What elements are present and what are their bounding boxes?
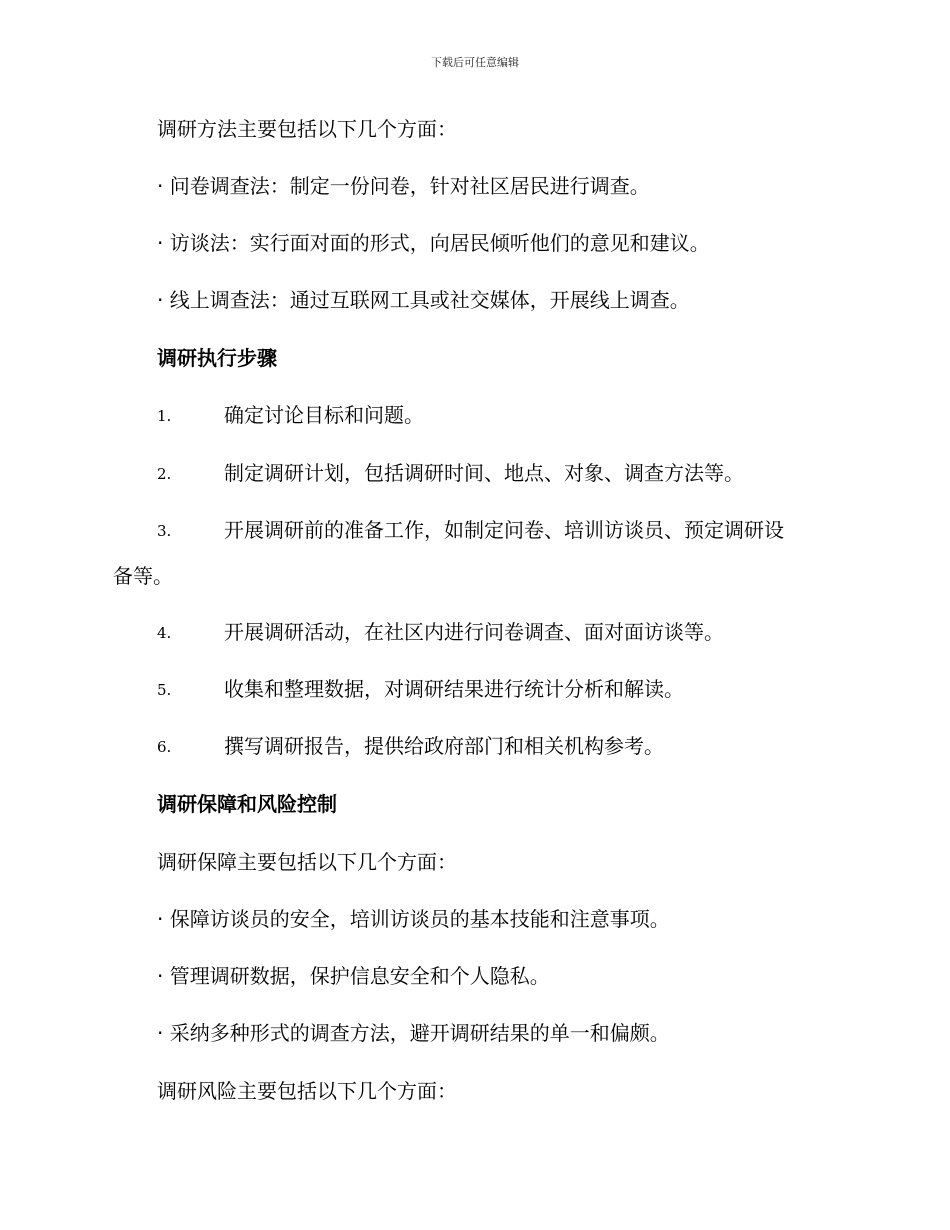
step-number: 1. [157,407,172,425]
guarantee-intro: 调研保障主要包括以下几个方面： [157,850,457,874]
step-text: 撰写调研报告，提供给政府部门和相关机构参考。 [224,734,664,758]
step-number: 6. [157,738,172,756]
page-header-note: 下载后可任意编辑 [431,56,519,69]
methods-intro: 调研方法主要包括以下几个方面： [157,117,457,141]
methods-bullet-interview: · 访谈法：实行面对面的形式，向居民倾听他们的意见和建议。 [157,231,710,255]
step-text: 开展调研前的准备工作，如制定问卷、培训访谈员、预定调研设 [224,518,784,542]
step-text: 确定讨论目标和问题。 [224,403,424,427]
methods-bullet-online: · 线上调查法：通过互联网工具或社交媒体，开展线上调查。 [157,288,690,312]
steps-heading: 调研执行步骤 [157,346,277,370]
risk-heading: 调研保障和风险控制 [157,792,337,816]
step-text: 制定调研计划，包括调研时间、地点、对象、调查方法等。 [224,461,744,485]
methods-bullet-questionnaire: · 问卷调查法：制定一份问卷，针对社区居民进行调查。 [157,174,650,198]
step-number: 5. [157,681,172,699]
step-text: 收集和整理数据，对调研结果进行统计分析和解读。 [224,677,684,701]
step-text: 开展调研活动，在社区内进行问卷调查、面对面访谈等。 [224,620,724,644]
step-number: 2. [157,465,172,483]
step-number: 4. [157,624,172,642]
guarantee-bullet-data: · 管理调研数据，保护信息安全和个人隐私。 [157,964,550,988]
step-number: 3. [157,522,172,540]
guarantee-bullet-safety: · 保障访谈员的安全，培训访谈员的基本技能和注意事项。 [157,907,670,931]
step-text-continuation: 备等。 [113,564,173,588]
guarantee-bullet-methods: · 采纳多种形式的调查方法，避开调研结果的单一和偏颇。 [157,1021,670,1045]
risk-intro: 调研风险主要包括以下几个方面： [157,1079,457,1103]
